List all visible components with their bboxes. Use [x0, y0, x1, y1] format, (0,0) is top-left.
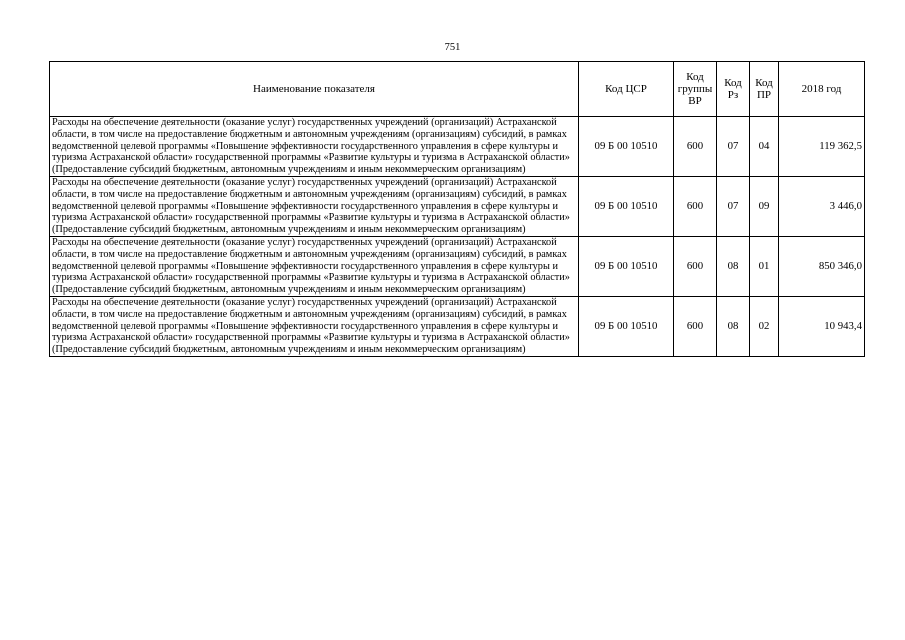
row-csr: 09 Б 00 10510 — [579, 117, 674, 177]
row-pr: 02 — [750, 296, 779, 356]
table-row — [50, 236, 865, 296]
row-amount: 3 446,0 — [779, 176, 865, 236]
budget-table — [49, 61, 865, 357]
row-pr: 04 — [750, 117, 779, 177]
row-amount: 850 346,0 — [779, 236, 865, 296]
table-row — [50, 176, 865, 236]
row-pr: 01 — [750, 236, 779, 296]
row-group: 600 — [674, 236, 717, 296]
table-header-row — [50, 62, 865, 117]
row-rz: 07 — [717, 117, 750, 177]
row-csr: 09 Б 00 10510 — [579, 236, 674, 296]
row-amount: 10 943,4 — [779, 296, 865, 356]
row-csr: 09 Б 00 10510 — [579, 176, 674, 236]
header-rz: Код Рз — [717, 62, 750, 117]
header-csr: Код ЦСР — [579, 62, 674, 117]
row-rz: 08 — [717, 296, 750, 356]
row-pr: 09 — [750, 176, 779, 236]
row-name: Расходы на обеспечение деятельности (оказание услуг) государственных учреждений (организаций) Астраханской области, в том числе на предоставление бюджетным и автономным учреждениям (организациям) субсидий, в рамках ведомственной целевой программы «Повышение эффективности государственного управления в сфере культуры и туризма Астраханской области» государственной программы «Развитие культуры и туризма в Астраханской области» (Предоставление субсидий бюджетным, автономным учреждениям и иным некоммерческим организациям) — [50, 296, 579, 356]
row-name: Расходы на обеспечение деятельности (оказание услуг) государственных учреждений (организаций) Астраханской области, в том числе на предоставление бюджетным и автономным учреждениям (организациям) субсидий, в рамках ведомственной целевой программы «Повышение эффективности государственного управления в сфере культуры и туризма Астраханской области» государственной программы «Развитие культуры и туризма в Астраханской области» (Предоставление субсидий бюджетным, автономным учреждениям и иным некоммерческим организациям) — [50, 176, 579, 236]
row-rz: 07 — [717, 176, 750, 236]
header-year: 2018 год — [779, 62, 865, 117]
row-group: 600 — [674, 117, 717, 177]
row-amount: 119 362,5 — [779, 117, 865, 177]
table-row — [50, 296, 865, 356]
row-rz: 08 — [717, 236, 750, 296]
page-number: 751 — [444, 42, 461, 53]
header-pr: Код ПР — [750, 62, 779, 117]
row-group: 600 — [674, 176, 717, 236]
row-name: Расходы на обеспечение деятельности (оказание услуг) государственных учреждений (организаций) Астраханской области, в том числе на предоставление бюджетным и автономным учреждениям (организациям) субсидий, в рамках ведомственной целевой программы «Повышение эффективности государственного управления в сфере культуры и туризма Астраханской области» государственной программы «Развитие культуры и туризма в Астраханской области» (Предоставление субсидий бюджетным, автономным учреждениям и иным некоммерческим организациям) — [50, 236, 579, 296]
header-name: Наименование показателя — [50, 62, 579, 117]
table-row — [50, 117, 865, 177]
row-csr: 09 Б 00 10510 — [579, 296, 674, 356]
header-group: Код группы ВР — [674, 62, 717, 117]
row-name: Расходы на обеспечение деятельности (оказание услуг) государственных учреждений (организаций) Астраханской области, в том числе на предоставление бюджетным и автономным учреждениям (организациям) субсидий, в рамках ведомственной целевой программы «Повышение эффективности государственного управления в сфере культуры и туризма Астраханской области» государственной программы «Развитие культуры и туризма в Астраханской области» (Предоставление субсидий бюджетным, автономным учреждениям и иным некоммерческим организациям) — [50, 117, 579, 177]
row-group: 600 — [674, 296, 717, 356]
